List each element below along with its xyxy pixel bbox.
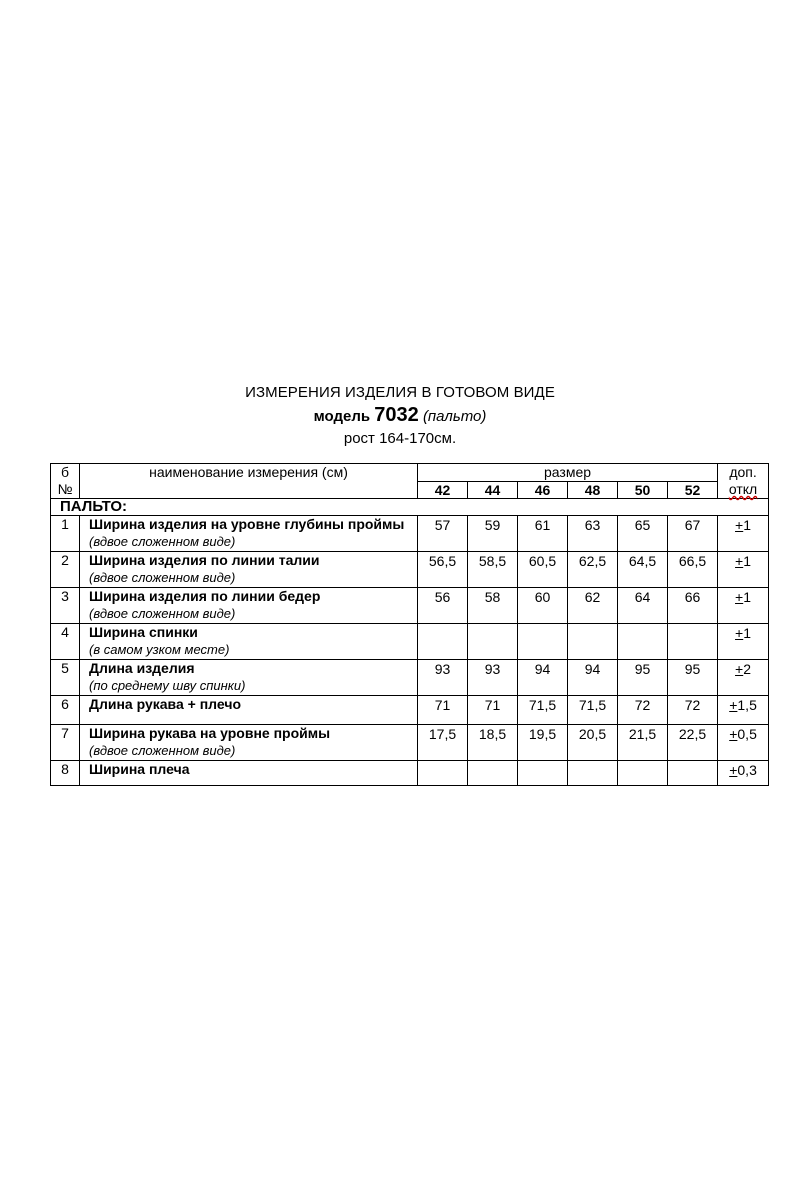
size-value: 95: [668, 660, 718, 696]
size-value: 21,5: [618, 725, 668, 761]
size-value: 19,5: [518, 725, 568, 761]
size-value: 93: [468, 660, 518, 696]
row-number: 5: [51, 660, 80, 696]
model-number: 7032: [374, 404, 419, 426]
size-value: 66,5: [668, 552, 718, 588]
header-name-cell: [80, 464, 418, 499]
header-number-bottom: №: [57, 481, 73, 497]
size-value: 71: [418, 696, 468, 725]
size-value: [668, 624, 718, 660]
size-value: 22,5: [668, 725, 718, 761]
size-value: 61: [518, 516, 568, 552]
size-value: [518, 624, 568, 660]
tolerance-value: 1: [743, 517, 752, 533]
tolerance-sign: +: [729, 762, 738, 778]
size-value: [418, 761, 468, 786]
tolerance-sign: +: [729, 726, 738, 742]
tolerance-value: 1,5: [737, 697, 757, 713]
size-value: [468, 761, 518, 786]
size-value: 72: [668, 696, 718, 725]
tolerance-sign: +: [735, 589, 744, 605]
measurement-note: (в самом узком месте): [89, 642, 230, 657]
size-value: 20,5: [568, 725, 618, 761]
size-header: 52: [668, 482, 718, 499]
header-tolerance-top: доп.: [729, 464, 757, 480]
table-row: [51, 624, 769, 660]
tolerance-sign: +: [735, 661, 744, 677]
tolerance-sign: +: [735, 553, 744, 569]
row-number: 2: [51, 552, 80, 588]
size-value: 71,5: [518, 696, 568, 725]
measurement-name: Ширина изделия по линии талии: [89, 552, 320, 568]
measurement-note: (вдвое сложенном виде): [89, 743, 236, 758]
size-header: 46: [518, 482, 568, 499]
size-header: 44: [468, 482, 518, 499]
measurement-name: Длина рукава + плечо: [89, 696, 241, 712]
document-heading: [0, 382, 800, 450]
size-header: 50: [618, 482, 668, 499]
size-value: 62,5: [568, 552, 618, 588]
measurement-name: Ширина изделия на уровне глубины проймы: [89, 516, 405, 532]
table-row: [51, 761, 769, 786]
document-title: ИЗМЕРЕНИЯ ИЗДЕЛИЯ В ГОТОВОМ ВИДЕ: [245, 384, 555, 401]
tolerance-value: 2: [743, 661, 752, 677]
size-value: 58: [468, 588, 518, 624]
size-value: [668, 761, 718, 786]
row-number: 7: [51, 725, 80, 761]
size-value: 64,5: [618, 552, 668, 588]
size-value: 94: [568, 660, 618, 696]
measurement-name-cell: [80, 552, 418, 588]
size-value: 63: [568, 516, 618, 552]
section-label: ПАЛЬТО:: [51, 499, 769, 516]
model-line: [0, 404, 800, 428]
header-tolerance-bottom: откл: [728, 481, 758, 497]
size-value: 67: [668, 516, 718, 552]
measurement-name-cell: [80, 725, 418, 761]
size-value: [418, 624, 468, 660]
size-value: [468, 624, 518, 660]
size-value: 66: [668, 588, 718, 624]
measurement-note: (по среднему шву спинки): [89, 678, 246, 693]
header-size: размер: [418, 464, 718, 482]
measurement-name-cell: [80, 696, 418, 725]
row-number: 4: [51, 624, 80, 660]
measurement-name: Ширина изделия по линии бедер: [89, 588, 321, 604]
size-header: 42: [418, 482, 468, 499]
tolerance-value: 0,5: [737, 726, 757, 742]
tolerance-cell: [718, 696, 769, 725]
size-value: 60: [518, 588, 568, 624]
size-value: 64: [618, 588, 668, 624]
measurement-name-cell: [80, 761, 418, 786]
tolerance-cell: [718, 761, 769, 786]
tolerance-cell: [718, 516, 769, 552]
size-value: 72: [618, 696, 668, 725]
model-label: модель: [313, 408, 371, 425]
size-value: [568, 761, 618, 786]
size-value: [518, 761, 568, 786]
measurement-name-cell: [80, 516, 418, 552]
row-number: 1: [51, 516, 80, 552]
tolerance-sign: +: [735, 517, 744, 533]
header-number-top: б: [60, 464, 70, 480]
header-row-top: [51, 464, 769, 482]
tolerance-sign: +: [729, 697, 738, 713]
tolerance-sign: +: [735, 625, 744, 641]
table-row: [51, 588, 769, 624]
table-row: [51, 696, 769, 725]
size-value: 59: [468, 516, 518, 552]
table-row: [51, 660, 769, 696]
size-value: 56,5: [418, 552, 468, 588]
table-row: [51, 516, 769, 552]
size-value: 71,5: [568, 696, 618, 725]
model-type: (пальто): [422, 408, 487, 425]
size-value: 65: [618, 516, 668, 552]
section-row: [51, 499, 769, 516]
tolerance-cell: [718, 588, 769, 624]
size-value: 93: [418, 660, 468, 696]
tolerance-value: 1: [743, 625, 752, 641]
height-range: рост 164-170см.: [343, 430, 457, 447]
measurement-note: (вдвое сложенном виде): [89, 570, 236, 585]
row-number: 3: [51, 588, 80, 624]
row-number: 8: [51, 761, 80, 786]
size-value: [568, 624, 618, 660]
tolerance-cell: [718, 552, 769, 588]
tolerance-value: 1: [743, 589, 752, 605]
measurement-note: (вдвое сложенном виде): [89, 534, 236, 549]
size-value: [618, 761, 668, 786]
header-tolerance-cell: [718, 464, 769, 499]
table-row: [51, 552, 769, 588]
measurements-table: [50, 463, 769, 786]
measurement-name-cell: [80, 624, 418, 660]
size-value: 95: [618, 660, 668, 696]
tolerance-cell: [718, 725, 769, 761]
size-value: 58,5: [468, 552, 518, 588]
size-value: 71: [468, 696, 518, 725]
size-value: 18,5: [468, 725, 518, 761]
measurement-name: Ширина плеча: [89, 761, 190, 777]
measurement-note: (вдвое сложенном виде): [89, 606, 236, 621]
tolerance-cell: [718, 624, 769, 660]
tolerance-cell: [718, 660, 769, 696]
size-value: 60,5: [518, 552, 568, 588]
size-value: 94: [518, 660, 568, 696]
measurement-name: Ширина спинки: [89, 624, 198, 640]
size-header: 48: [568, 482, 618, 499]
measurement-name: Длина изделия: [89, 660, 195, 676]
header-number-cell: [51, 464, 80, 499]
size-value: 57: [418, 516, 468, 552]
size-value: [618, 624, 668, 660]
size-value: 56: [418, 588, 468, 624]
measurement-name-cell: [80, 660, 418, 696]
measurement-name-cell: [80, 588, 418, 624]
measurement-name: Ширина рукава на уровне проймы: [89, 725, 331, 741]
row-number: 6: [51, 696, 80, 725]
size-value: 17,5: [418, 725, 468, 761]
size-value: 62: [568, 588, 618, 624]
tolerance-value: 1: [743, 553, 752, 569]
header-name: наименование измерения (см): [149, 464, 348, 480]
table-row: [51, 725, 769, 761]
tolerance-value: 0,3: [737, 762, 757, 778]
